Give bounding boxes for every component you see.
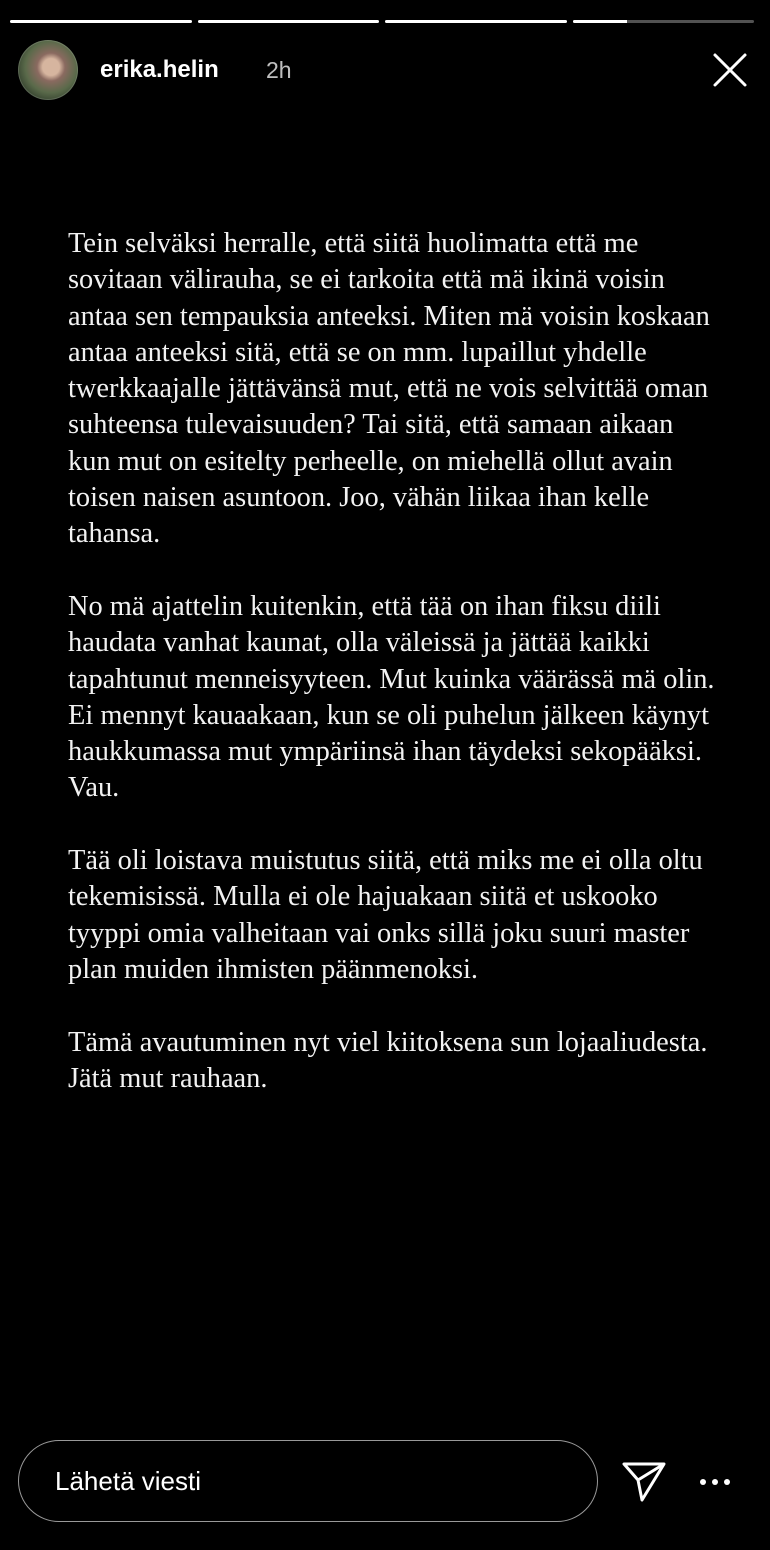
- progress-segment: [573, 20, 755, 23]
- story-paragraph: No mä ajattelin kuitenkin, että tää on ihan fiksu diili haudata vanhat kaunat, olla väleissä ja jättää kaikki tapahtunut menneisyyteen. Mut kuinka väärässä mä olin. Ei mennyt kauaakaan, kun se oli puhelun jälkeen käynyt haukkumassa mut ympäriinsä ihan täydeksi sekopääksi. Vau.: [68, 590, 715, 804]
- profile-avatar[interactable]: [18, 40, 78, 100]
- close-icon: [710, 50, 750, 90]
- progress-segment: [385, 20, 567, 23]
- progress-fill: [10, 20, 192, 23]
- post-time: 2h: [266, 57, 292, 83]
- username[interactable]: erika.helin: [100, 56, 219, 83]
- progress-segment: [10, 20, 192, 23]
- progress-fill: [573, 20, 627, 23]
- more-icon: [693, 1460, 737, 1504]
- story-progress-bar: [10, 20, 754, 24]
- message-input[interactable]: [18, 1440, 598, 1522]
- send-button[interactable]: [618, 1458, 670, 1506]
- story-paragraph: Tein selväksi herralle, että siitä huolimatta että me sovitaan välirauha, se ei tarkoita että mä ikinä voisin antaa sen tempauksia anteeksi. Miten mä voisin koskaan antaa anteeksi sitä, että se on mm. lupaillut yhdelle twerkkaajalle jättävänsä mut, että ne vois selvittää oman suhteensa tulevaisuuden? Tai sitä, että samaan aikaan kun mut on esitelty perheelle, on miehellä ollut avain toisen naisen asuntoon. Joo, vähän liikaa ihan kelle tahansa.: [68, 228, 710, 550]
- story-paragraph: Tämä avautuminen nyt viel kiitoksena sun lojaaliudesta. Jätä mut rauhaan.: [68, 1026, 708, 1094]
- send-icon: [618, 1458, 670, 1506]
- story-paragraph: Tää oli loistava muistutus siitä, että miks me ei olla oltu tekemisissä. Mulla ei ole hajuakaan siitä et uskooko tyyppi omia valheitaan vai onks sillä joku suuri master plan muiden ihmisten päänmenoksi.: [68, 845, 703, 985]
- story-footer: [18, 1440, 758, 1524]
- more-options-button[interactable]: [693, 1460, 737, 1504]
- story-header: [18, 40, 758, 102]
- progress-fill: [198, 20, 380, 23]
- progress-segment: [198, 20, 380, 23]
- story-text: [68, 226, 718, 1133]
- close-button[interactable]: [710, 50, 750, 90]
- progress-fill: [385, 20, 567, 23]
